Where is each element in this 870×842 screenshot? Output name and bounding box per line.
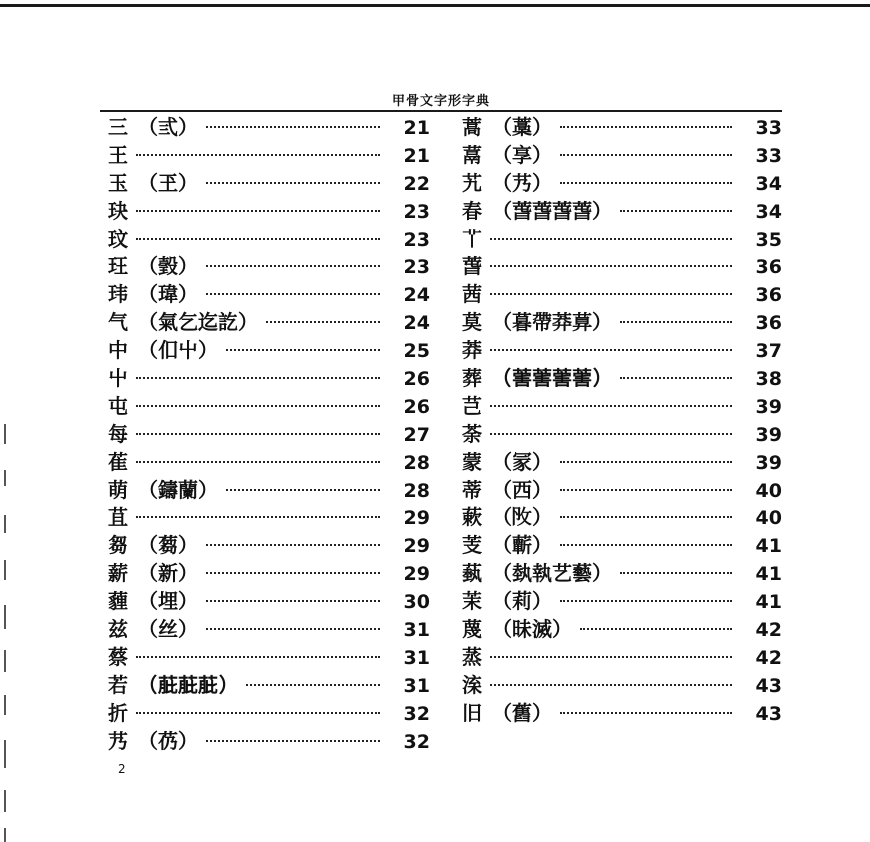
index-entry [108,728,430,756]
index-entry [462,449,782,477]
entry-headword: 旧 [462,700,482,725]
entry-page-number: 34 [755,172,782,195]
entry-page-number: 39 [755,395,782,418]
index-entry [108,281,430,309]
entry-headword: 芑 [462,393,482,418]
entry-headword: 蒚 [462,142,482,167]
dot-leader [136,405,380,407]
entry-headword: 玟 [108,226,128,251]
entry-page-number: 43 [755,674,782,697]
entry-headword: 蔌 [462,505,482,530]
top-scan-border [0,4,870,7]
entry-page-number: 32 [403,730,430,753]
entry-variants: （藁） [492,115,552,139]
dot-leader [206,740,380,742]
entry-headword: 荼 [462,421,482,446]
entry-headword: 薶 [108,589,128,614]
entry-headword: 苴 [108,505,128,530]
entry-page-number: 36 [755,284,782,307]
index-entry [462,504,782,532]
scan-edge-mark [4,790,6,812]
scan-edge-mark [4,828,6,842]
index-entry [462,616,782,644]
entry-variants: （昧滅） [492,617,572,642]
scan-edge-mark [4,740,6,768]
entry-variants: （埶執艺藝） [492,561,612,586]
entry-page-number: 26 [403,395,430,418]
index-entry [108,309,430,337]
entry-headword: 葬 [462,366,482,391]
index-entry [108,142,430,170]
index-entry [462,309,782,337]
entry-page-number: 28 [403,451,430,474]
entry-headword: 屮 [108,366,128,391]
entry-headword: 春 [462,198,482,223]
index-entry [462,421,782,449]
entry-page-number: 41 [755,591,782,614]
dot-leader [136,461,380,463]
index-entry [108,421,430,449]
entry-headword: 艿 [108,728,128,753]
index-entry [108,532,430,560]
entry-variants: （㐰屮） [138,338,218,363]
index-entry [108,337,430,365]
dot-leader [206,126,380,128]
index-entry [108,588,430,616]
dot-leader [560,126,732,128]
entry-headword: 蒙 [462,449,482,474]
entry-headword: 茉 [462,589,482,614]
dot-leader [206,600,380,602]
entry-headword: 蒿 [462,115,482,139]
entry-headword: 萌 [108,477,128,502]
dot-leader [620,572,732,574]
index-entry [462,644,782,672]
entry-variants: （芿） [138,728,198,753]
header-rule [100,110,782,112]
entry-variants: （𦱔𦱔𦱔） [138,672,238,697]
entry-headword: 㳿 [462,672,482,697]
dot-leader [226,489,380,491]
scan-edge-mark [4,650,6,672]
index-entry [108,504,430,532]
dot-leader [490,349,732,351]
left-index-column [108,114,430,755]
entry-page-number: 30 [403,591,430,614]
entry-variants: （舊） [492,700,552,725]
entry-page-number: 29 [403,563,430,586]
entry-variants: （埋） [138,589,198,614]
right-index-column [462,114,782,728]
index-entry [462,365,782,393]
index-entry [462,672,782,700]
dot-leader [206,628,380,630]
dot-leader [560,516,732,518]
dot-leader [580,628,732,630]
entry-page-number: 32 [403,702,430,725]
entry-variants: （蘄） [492,533,552,558]
index-entry [462,337,782,365]
entry-variants: （冡） [492,449,552,474]
index-entry [462,393,782,421]
entry-variants: （莉） [492,589,552,614]
entry-page-number: 23 [403,200,430,223]
dot-leader [206,182,380,184]
entry-headword: 莽 [462,338,482,363]
index-entry [108,700,430,728]
entry-page-number: 33 [755,117,782,139]
index-entry [462,253,782,281]
entry-page-number: 35 [755,228,782,251]
dot-leader [620,210,732,212]
entry-headword: 蒂 [462,477,482,502]
dot-leader [560,461,732,463]
scan-edge-mark [4,605,6,629]
index-entry [108,170,430,198]
index-entry [462,560,782,588]
entry-headword: 玮 [108,282,128,307]
index-entry [108,477,430,505]
entry-page-number: 29 [403,535,430,558]
entry-page-number: 21 [403,144,430,167]
entry-headword: 蔡 [108,644,128,669]
entry-headword: 屯 [108,393,128,418]
dot-leader [206,293,380,295]
entry-variants: （𦵯𦵯𦵯𦵯） [492,366,612,391]
entry-page-number: 41 [755,535,782,558]
dot-leader [560,544,732,546]
entry-headword: 芰 [462,533,482,558]
dot-leader [560,600,732,602]
dot-leader [136,433,380,435]
entry-headword: 茜 [462,282,482,307]
index-entry [462,198,782,226]
dot-leader [490,433,732,435]
index-entry [462,281,782,309]
index-entry [108,449,430,477]
entry-page-number: 42 [755,646,782,669]
scan-edge-mark [4,470,6,486]
index-entry [108,114,430,142]
entry-variants: （鑄蘭） [138,477,218,502]
entry-page-number: 23 [403,256,430,279]
page-number: 2 [118,762,126,776]
dot-leader [206,544,380,546]
index-entry [108,644,430,672]
entry-page-number: 36 [755,312,782,335]
dot-leader [226,349,380,351]
dot-leader [560,154,732,156]
dot-leader [490,293,732,295]
entry-variants: （萅萅萅萅） [492,198,612,223]
scan-edge-mark [4,515,6,533]
entry-headword: 蒸 [462,644,482,669]
dot-leader [490,405,732,407]
entry-page-number: 29 [403,507,430,530]
dot-leader [490,238,732,240]
index-entry [462,170,782,198]
entry-page-number: 41 [755,563,782,586]
dot-leader [490,265,732,267]
entry-page-number: 36 [755,256,782,279]
entry-variants: （艿） [492,170,552,195]
entry-page-number: 24 [403,312,430,335]
entry-variants: （𢻮） [492,505,552,530]
entry-headword: 艽 [462,170,482,195]
entry-headword: 三 [108,115,128,139]
dot-leader [136,656,380,658]
entry-page-number: 31 [403,619,430,642]
scan-edge-mark [4,560,6,580]
entry-page-number: 42 [755,619,782,642]
entry-page-number: 24 [403,284,430,307]
entry-headword: 玦 [108,198,128,223]
entry-variants: （玊） [138,170,198,195]
entry-page-number: 23 [403,228,430,251]
index-entry [108,226,430,254]
entry-page-number: 40 [755,507,782,530]
entry-page-number: 21 [403,117,430,139]
index-entry [108,393,430,421]
dot-leader [136,238,380,240]
index-entry [108,253,430,281]
entry-headword: 莫 [462,310,482,335]
index-entry [462,142,782,170]
index-entry [462,226,782,254]
index-entry [108,560,430,588]
index-entry [108,616,430,644]
entry-headword: 萅 [462,254,482,279]
dot-leader [490,656,732,658]
entry-headword: 每 [108,421,128,446]
entry-variants: （氣乞迄訖） [138,310,258,335]
entry-page-number: 26 [403,368,430,391]
dot-leader [206,572,380,574]
scan-edge-mark [4,695,6,715]
index-entry [462,588,782,616]
dot-leader [136,154,380,156]
entry-headword: 萑 [108,449,128,474]
dot-leader [206,265,380,267]
entry-headword: 芻 [108,533,128,558]
dot-leader [136,712,380,714]
index-entry [108,198,430,226]
entry-variants: （蒭） [138,533,198,558]
index-entry [108,672,430,700]
index-entry [462,477,782,505]
dot-leader [266,321,380,323]
entry-page-number: 31 [403,646,430,669]
entry-page-number: 39 [755,451,782,474]
entry-variants: （享） [492,142,552,167]
entry-variants: （西） [492,477,552,502]
entry-page-number: 40 [755,479,782,502]
entry-headword: 王 [108,142,128,167]
entry-page-number: 39 [755,423,782,446]
entry-headword: 中 [108,338,128,363]
entry-headword: 若 [108,672,128,697]
dot-leader [560,712,732,714]
dot-leader [246,684,380,686]
entry-variants: （瑋） [138,282,198,307]
running-header: 甲骨文字形字典 [391,94,490,109]
entry-variants: （弎） [138,115,198,139]
entry-page-number: 22 [403,172,430,195]
dot-leader [620,377,732,379]
dot-leader [136,377,380,379]
entry-headword: 蔑 [462,617,482,642]
dot-leader [136,516,380,518]
entry-headword: 𦫳 [462,226,482,251]
entry-variants: （丝） [138,617,198,642]
index-entry [462,114,782,142]
scan-edge-mark [4,424,6,444]
entry-headword: 蓺 [462,561,482,586]
entry-page-number: 25 [403,340,430,363]
dot-leader [560,489,732,491]
entry-headword: 气 [108,310,128,335]
entry-headword: 兹 [108,617,128,642]
entry-headword: 玉 [108,170,128,195]
entry-page-number: 37 [755,340,782,363]
index-entry [108,365,430,393]
dot-leader [136,210,380,212]
entry-page-number: 31 [403,674,430,697]
entry-variants: （暮帶莽萛） [492,310,612,335]
entry-variants: （瑴） [138,254,198,279]
entry-page-number: 27 [403,423,430,446]
entry-headword: 薪 [108,561,128,586]
entry-page-number: 33 [755,144,782,167]
index-entry [462,700,782,728]
entry-headword: 折 [108,700,128,725]
dot-leader [490,684,732,686]
entry-page-number: 28 [403,479,430,502]
dot-leader [560,182,732,184]
entry-variants: （新） [138,561,198,586]
entry-page-number: 43 [755,702,782,725]
entry-headword: 玨 [108,254,128,279]
entry-page-number: 34 [755,200,782,223]
index-entry [462,532,782,560]
entry-page-number: 38 [755,368,782,391]
dot-leader [620,321,732,323]
